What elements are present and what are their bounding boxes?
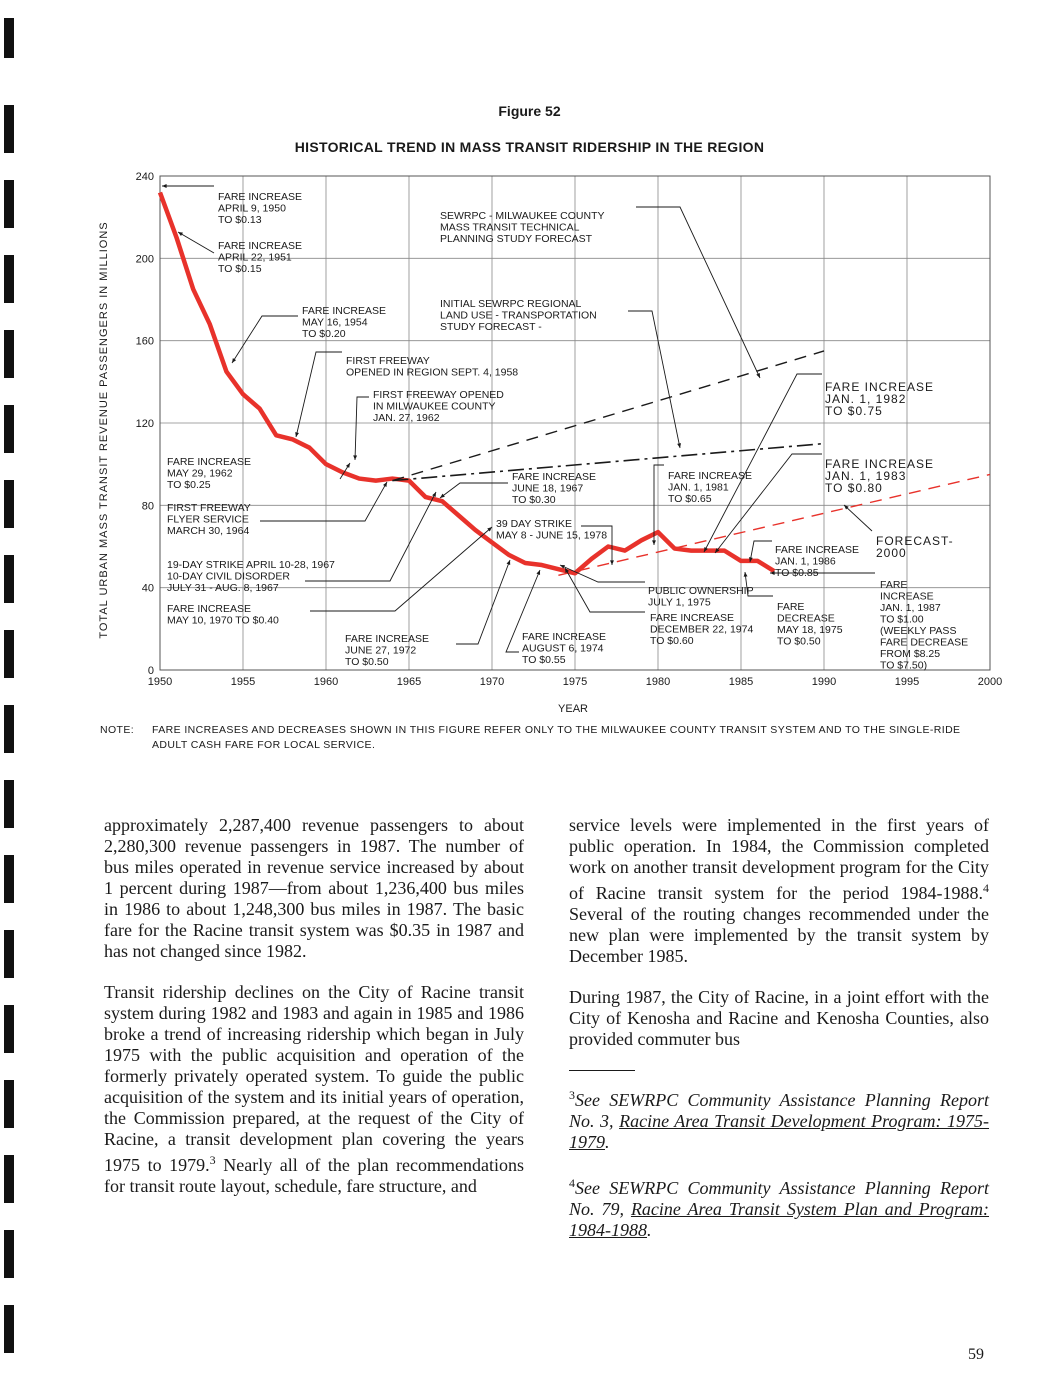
left-column bbox=[104, 815, 524, 1217]
annotation-line: JULY 31 - AUG. 8, 1967 bbox=[167, 582, 279, 594]
annotation-leader bbox=[310, 527, 492, 611]
y-tick-label: 160 bbox=[135, 335, 154, 348]
footnote-4 bbox=[569, 1173, 989, 1241]
annotation-line: MAY 18, 1975 bbox=[777, 624, 843, 636]
x-tick-label: 1990 bbox=[811, 676, 837, 688]
right-paragraph-1-text: service levels were implemented in the first years of public operation. In 1984, the Commission completed work on another transit development program for the City of Racine transit system for the period 1984-1988. bbox=[569, 815, 989, 903]
annotation-line: FARE INCREASE bbox=[218, 191, 303, 203]
annotation-line: TO $0.50 bbox=[777, 635, 821, 648]
chart-annotations bbox=[167, 191, 968, 672]
annotation-line: FIRST FREEWAY bbox=[346, 355, 430, 367]
left-paragraph-2 bbox=[104, 982, 524, 1197]
annotation-line: FARE INCREASE bbox=[218, 240, 303, 252]
y-tick-label: 200 bbox=[135, 253, 154, 266]
annotation-line: TO $0.75 bbox=[825, 404, 883, 418]
annotation-line: FLYER SERVICE bbox=[167, 513, 249, 526]
figure-title: HISTORICAL TREND IN MASS TRANSIT RIDERSHIP IN THE REGION bbox=[294, 139, 765, 155]
annotation-arrowhead bbox=[162, 184, 167, 188]
annotation-leader bbox=[628, 311, 680, 448]
annotation-line: JAN. 1, 1983 bbox=[825, 469, 907, 483]
right-paragraph-1 bbox=[569, 815, 989, 967]
annotation-line: FARE DECREASE bbox=[880, 636, 969, 649]
annotation-arrowhead bbox=[346, 463, 350, 468]
annotation-line: INCREASE bbox=[880, 590, 934, 603]
annotation-line: TO $0.25 bbox=[167, 479, 211, 491]
annotation-line: FARE INCREASE bbox=[512, 471, 597, 483]
annotation-line: LAND USE - TRANSPORTATION bbox=[440, 309, 597, 322]
annotation-line: APRIL 22, 1951 bbox=[218, 251, 292, 264]
annotation-line: DECEMBER 22, 1974 bbox=[650, 623, 754, 636]
annotation-line: TO $0.30 bbox=[512, 494, 556, 506]
figure-label: Figure 52 bbox=[498, 103, 561, 119]
annotation-line: STUDY FORECAST - bbox=[440, 321, 542, 333]
x-tick-label: 1995 bbox=[894, 676, 920, 688]
x-tick-label: 2000 bbox=[977, 676, 1003, 688]
annotation-line: TO $7.50) bbox=[880, 659, 928, 672]
right-paragraph-1b-text: Several of the routing changes recommended under the new plan were implemented by the transit system by December 1985. bbox=[569, 904, 989, 966]
annotation-line: MASS TRANSIT TECHNICAL bbox=[440, 221, 580, 234]
annotation-line: FARE INCREASE bbox=[775, 544, 860, 556]
footnote-ref-4: 4 bbox=[983, 881, 989, 895]
binding-bar bbox=[4, 1080, 14, 1128]
annotation-line: TO $0.80 bbox=[825, 481, 883, 495]
annotation-line: MARCH 30, 1964 bbox=[167, 525, 250, 537]
annotation-line: DECREASE bbox=[777, 612, 835, 625]
annotation-arrowhead bbox=[353, 455, 357, 460]
x-tick-label: 1950 bbox=[147, 676, 173, 688]
binding-bar bbox=[4, 855, 14, 903]
note-body: FARE INCREASES AND DECREASES SHOWN IN THIS FIGURE REFER ONLY TO THE MILWAUKEE COUNTY TRANSIT SYSTEM AND TO THE SINGLE-RIDE ADULT CASH FARE FOR LOCAL SERVICE. bbox=[152, 724, 961, 751]
y-tick-label: 120 bbox=[135, 418, 154, 430]
annotation-line: PUBLIC OWNERSHIP bbox=[648, 585, 754, 597]
annotation-line: MAY 10, 1970 TO $0.40 bbox=[167, 614, 279, 627]
binding-bar bbox=[4, 1230, 14, 1278]
right-column bbox=[569, 815, 989, 1261]
annotation-line: FARE INCREASE bbox=[668, 470, 753, 482]
footnote-4-num: 4 bbox=[569, 1176, 575, 1190]
annotation-leader bbox=[565, 568, 645, 612]
annotation-line: FIRST FREEWAY bbox=[167, 502, 251, 514]
y-tick-label: 80 bbox=[141, 500, 154, 513]
annotation-line: FIRST FREEWAY OPENED bbox=[373, 389, 504, 401]
x-tick-label: 1980 bbox=[645, 676, 671, 688]
annotation-line: INITIAL SEWRPC REGIONAL bbox=[440, 298, 582, 310]
annotation-line: TO $1.00 bbox=[880, 613, 924, 626]
binding-bar bbox=[4, 1155, 14, 1203]
footnote-3-title: Racine Area Transit Development Program: 1975-1979 bbox=[569, 1111, 990, 1152]
annotation-line: 10-DAY CIVIL DISORDER bbox=[167, 570, 290, 583]
x-tick-label: 1965 bbox=[396, 676, 422, 688]
annotation-leader bbox=[232, 316, 298, 363]
figure-note bbox=[100, 723, 980, 753]
annotation-line: TO $0.60 bbox=[650, 635, 694, 647]
annotation-arrowhead bbox=[677, 443, 681, 448]
annotation-line: 39 DAY STRIKE bbox=[496, 518, 573, 530]
annotation-arrowhead bbox=[652, 540, 656, 545]
annotation-leader bbox=[355, 397, 369, 460]
annotation-leader bbox=[178, 232, 214, 253]
footnote-3 bbox=[569, 1085, 989, 1153]
left-paragraph-1: approximately 2,287,400 revenue passengers to about 2,280,300 revenue passengers in 1987. The number of bus miles operated in revenue service increased by about 1 percent during 1987—from about 1,236,400 bus miles in 1986 to about 1,248,300 bus miles in 1987. The basic fare for the Racine transit system was $0.35 in 1987 and has not changed since 1982. bbox=[104, 815, 524, 961]
annotation-arrowhead bbox=[507, 560, 511, 565]
annotation-line: TO $0.50 bbox=[345, 656, 389, 668]
binding-bar bbox=[4, 1305, 14, 1353]
annotation-arrowhead bbox=[232, 358, 236, 363]
annotation-line: MAY 16, 1954 bbox=[302, 316, 368, 329]
footnote-4-suffix: . bbox=[647, 1220, 652, 1240]
annotation-arrowhead bbox=[536, 570, 540, 575]
binding-bar bbox=[4, 780, 14, 828]
annotation-leader bbox=[715, 454, 822, 553]
y-tick-label: 40 bbox=[141, 582, 154, 595]
annotation-line: FARE INCREASE bbox=[167, 603, 252, 615]
annotation-line: FARE INCREASE bbox=[302, 305, 387, 317]
y-tick-label: 0 bbox=[147, 665, 154, 677]
left-paragraph-2-text: Transit ridership declines on the City of Racine transit system during 1982 and 1983 and again in 1985 and 1986 broke a trend of increasing ridership which began in July 1975 with the public acquisition and operation of the formerly privately operated system. To guide the public acquisition of the system and its initial years of operation, the Commission prepared, at the request of the City of Racine, a transit development plan covering the years 1975 to 1979. bbox=[104, 982, 524, 1175]
annotation-line: FARE INCREASE bbox=[345, 633, 430, 645]
annotation-line: (WEEKLY PASS bbox=[880, 625, 957, 637]
annotation-line: JAN. 1, 1986 bbox=[775, 555, 836, 568]
annotation-line: TO $0.13 bbox=[218, 214, 262, 226]
annotation-line: OPENED IN REGION SEPT. 4, 1958 bbox=[346, 366, 519, 379]
annotation-line: JAN. 1, 1982 bbox=[825, 392, 907, 406]
annotation-line: FARE INCREASE bbox=[167, 456, 252, 468]
binding-bar bbox=[4, 930, 14, 978]
annotation-line: FARE INCREASE bbox=[650, 612, 735, 624]
footnote-3-prefix: See SEWRPC Community Assistance Planning Report No. 3, bbox=[569, 1090, 989, 1131]
footnote-3-suffix: . bbox=[605, 1132, 610, 1152]
annotation-arrowhead bbox=[610, 560, 614, 565]
annotation-leader bbox=[636, 207, 760, 378]
annotation-line: PLANNING STUDY FORECAST bbox=[440, 233, 593, 245]
annotation-line: SEWRPC - MILWAUKEE COUNTY bbox=[440, 210, 605, 222]
left-paragraph-3-text: Nearly all of the plan recommendations for transit route layout, schedule, fare structure, and bbox=[104, 1155, 524, 1196]
annotation-arrowhead bbox=[744, 572, 748, 577]
annotation-line: FARE INCREASE bbox=[825, 380, 935, 394]
annotation-leader bbox=[296, 352, 342, 437]
annotation-leader bbox=[456, 560, 510, 644]
annotation-line: TO $0.85 bbox=[775, 567, 819, 579]
annotation-line: APRIL 9, 1950 bbox=[218, 202, 286, 215]
annotation-line: FARE INCREASE bbox=[522, 631, 607, 643]
annotation-line: 2000 bbox=[876, 546, 907, 560]
x-tick-label: 1960 bbox=[313, 676, 339, 688]
right-paragraph-2: During 1987, the City of Racine, in a joint effort with the City of Kenosha and Racine and Kenosha Counties, also provided commuter bus bbox=[569, 987, 989, 1049]
annotation-line: FROM $8.25 bbox=[880, 648, 941, 660]
annotation-arrowhead bbox=[440, 494, 445, 498]
annotation-leader bbox=[844, 505, 872, 531]
annotation-line: JAN. 27, 1962 bbox=[373, 412, 440, 424]
annotation-line: JAN. 1, 1981 bbox=[668, 481, 729, 494]
annotation-line: TO $0.65 bbox=[668, 493, 712, 505]
footnote-3-num: 3 bbox=[569, 1088, 575, 1102]
footnote-rule bbox=[569, 1070, 635, 1071]
annotation-leader bbox=[440, 483, 508, 498]
annotation-line: JAN. 1, 1987 bbox=[880, 602, 941, 614]
annotation-line: FORECAST- bbox=[876, 534, 954, 548]
page-number: 59 bbox=[968, 1346, 984, 1363]
annotation-line: JULY 1, 1975 bbox=[648, 596, 711, 609]
x-tick-label: 1975 bbox=[562, 676, 588, 688]
annotation-line: JUNE 18, 1967 bbox=[512, 482, 584, 495]
annotation-line: JUNE 27, 1972 bbox=[345, 644, 417, 657]
note-head: NOTE: bbox=[100, 724, 135, 736]
annotation-line: MAY 29, 1962 bbox=[167, 467, 233, 480]
annotation-line: FARE bbox=[777, 601, 805, 613]
footnote-ref-3: 3 bbox=[209, 1153, 216, 1167]
y-axis-label: TOTAL URBAN MASS TRANSIT REVENUE PASSENGERS IN MILLIONS bbox=[98, 221, 110, 639]
x-axis-label: YEAR bbox=[558, 703, 588, 715]
annotation-leader bbox=[704, 374, 822, 552]
x-tick-label: 1985 bbox=[728, 676, 754, 688]
annotation-line: TO $0.15 bbox=[218, 263, 262, 275]
x-tick-label: 1955 bbox=[230, 676, 256, 688]
annotation-line: FARE bbox=[880, 579, 908, 591]
forecast-line bbox=[392, 444, 824, 481]
binding-bar bbox=[4, 1005, 14, 1053]
annotation-line: TO $0.55 bbox=[522, 654, 566, 666]
annotation-line: IN MILWAUKEE COUNTY bbox=[373, 400, 496, 413]
footnote-4-title: Racine Area Transit System Plan and Program: 1984-1988 bbox=[569, 1199, 990, 1240]
annotation-line: 19-DAY STRIKE APRIL 10-28, 1967 bbox=[167, 559, 335, 571]
footnote-4-prefix: See SEWRPC Community Assistance Planning Report No. 79, bbox=[569, 1178, 989, 1219]
annotation-line: MAY 8 - JUNE 15, 1978 bbox=[496, 529, 608, 542]
x-tick-label: 1970 bbox=[479, 676, 505, 688]
y-tick-label: 240 bbox=[135, 171, 154, 183]
annotation-line: FARE INCREASE bbox=[825, 457, 935, 471]
annotation-leader bbox=[260, 482, 387, 521]
annotation-line: TO $0.20 bbox=[302, 328, 346, 340]
annotation-line: AUGUST 6, 1974 bbox=[522, 642, 604, 655]
